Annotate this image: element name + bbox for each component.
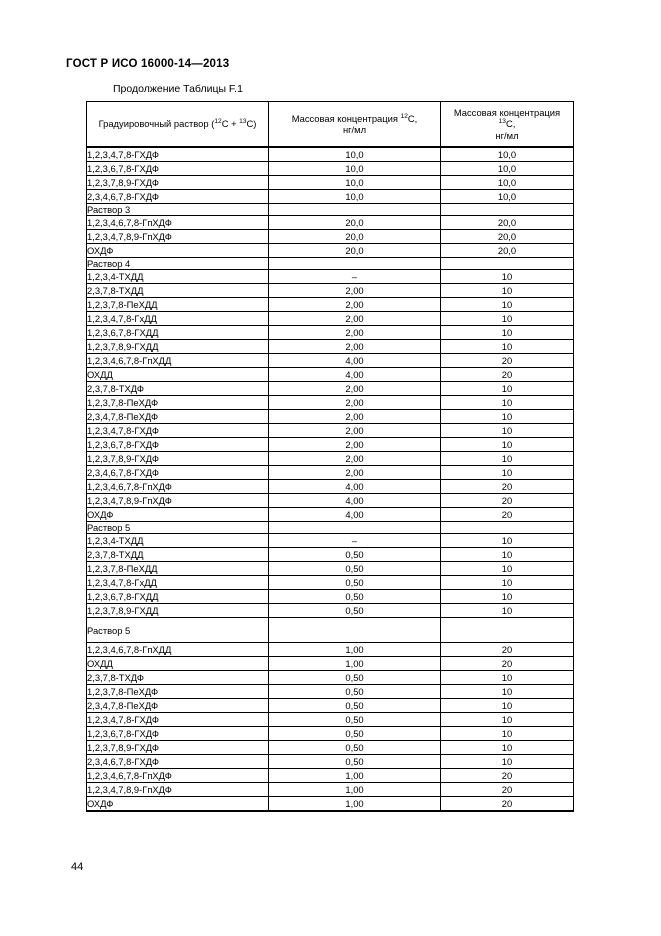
c13-concentration-value: 10 <box>441 604 574 618</box>
c13-concentration-value: 10 <box>441 410 574 424</box>
c12-concentration-value: 4,00 <box>269 480 441 494</box>
congener-name: 1,2,3,4,7,8,9-ГпХДФ <box>87 230 269 244</box>
table-row <box>87 466 574 480</box>
table-row <box>87 755 574 769</box>
table-row <box>87 216 574 230</box>
column-header-c13-text1: Массовая концентрация <box>453 107 561 119</box>
c13-concentration-value: 10 <box>441 671 574 685</box>
table-row <box>87 284 574 298</box>
c12-concentration-value: 0,50 <box>269 727 441 741</box>
c13-concentration-value: 10 <box>441 312 574 326</box>
congener-name: 2,3,7,8-ТХДД <box>87 548 269 562</box>
congener-name: 1,2,3,7,8-ПеХДД <box>87 562 269 576</box>
column-header-solution-text2: С + <box>221 118 240 130</box>
table-row <box>87 368 574 382</box>
c13-concentration-value: 10 <box>441 755 574 769</box>
table-row <box>87 424 574 438</box>
calibration-solutions-table <box>86 101 574 812</box>
c12-concentration-value: 4,00 <box>269 354 441 368</box>
table-header <box>87 102 574 148</box>
congener-name: 1,2,3,4,6,7,8-ГпХДФ <box>87 480 269 494</box>
c12-concentration-value: 10,0 <box>269 176 441 190</box>
column-header-solution-sup1: 12 <box>214 118 222 126</box>
c13-concentration-value: 10 <box>441 685 574 699</box>
table-row <box>87 562 574 576</box>
c12-concentration-value: 1,00 <box>269 783 441 797</box>
c13-concentration-value: 20 <box>441 769 574 783</box>
table-group-row <box>87 618 574 643</box>
c12-concentration-value: – <box>269 534 441 548</box>
c12-concentration-value: 1,00 <box>269 769 441 783</box>
c12-concentration-value <box>269 618 441 643</box>
c12-concentration-value: 20,0 <box>269 244 441 258</box>
c12-concentration-value: 20,0 <box>269 216 441 230</box>
table-row <box>87 604 574 618</box>
table-row <box>87 741 574 755</box>
table-row <box>87 657 574 671</box>
table-row <box>87 783 574 797</box>
column-header-c13-text2: С, <box>505 118 516 130</box>
c13-concentration-value <box>441 522 574 534</box>
c12-concentration-value: 2,00 <box>269 284 441 298</box>
table-row <box>87 312 574 326</box>
c12-concentration-value: 2,00 <box>269 438 441 452</box>
c13-concentration-value: 10 <box>441 396 574 410</box>
c13-concentration-value: 10 <box>441 534 574 548</box>
column-header-solution-text3: С) <box>246 118 257 130</box>
column-header-c12-units: нг/мл <box>342 124 367 135</box>
congener-name: 1,2,3,7,8,9-ГХДФ <box>87 452 269 466</box>
c13-concentration-value: 10 <box>441 699 574 713</box>
congener-name: 1,2,3,4,7,8-ГХДФ <box>87 424 269 438</box>
congener-name: ОХДФ <box>87 244 269 258</box>
table-row <box>87 298 574 312</box>
congener-name: ОХДД <box>87 657 269 671</box>
c12-concentration-value: 4,00 <box>269 494 441 508</box>
congener-name: 1,2,3,7,8,9-ГХДФ <box>87 741 269 755</box>
congener-name: 2,3,7,8-ТХДД <box>87 284 269 298</box>
c12-concentration-value: – <box>269 270 441 284</box>
congener-name: 1,2,3,4,7,8-ГхДД <box>87 576 269 590</box>
table-row <box>87 147 574 162</box>
table-row <box>87 727 574 741</box>
c12-concentration-value: 2,00 <box>269 424 441 438</box>
congener-name: 2,3,4,6,7,8-ГХДФ <box>87 190 269 204</box>
c13-concentration-value <box>441 618 574 643</box>
column-header-c13-sup: 13 <box>498 118 506 126</box>
congener-name: 1,2,3,6,7,8-ГХДФ <box>87 438 269 452</box>
c12-concentration-value: 2,00 <box>269 410 441 424</box>
c12-concentration-value: 4,00 <box>269 508 441 522</box>
congener-name: 2,3,4,6,7,8-ГХДФ <box>87 755 269 769</box>
table-row <box>87 176 574 190</box>
c13-concentration-value: 10 <box>441 713 574 727</box>
congener-name: 2,3,4,6,7,8-ГХДФ <box>87 466 269 480</box>
column-header-c12-sup: 12 <box>400 112 408 120</box>
c13-concentration-value: 10 <box>441 548 574 562</box>
c12-concentration-value: 2,00 <box>269 326 441 340</box>
c12-concentration-value: 4,00 <box>269 368 441 382</box>
c12-concentration-value: 0,50 <box>269 576 441 590</box>
c12-concentration-value: 2,00 <box>269 396 441 410</box>
c12-concentration-value: 0,50 <box>269 671 441 685</box>
congener-name: 1,2,3,4,7,8-ГХДФ <box>87 147 269 162</box>
c13-concentration-value <box>441 258 574 270</box>
table-row <box>87 590 574 604</box>
c12-concentration-value: 1,00 <box>269 797 441 812</box>
table-row <box>87 452 574 466</box>
congener-name: 1,2,3,7,8-ПеХДФ <box>87 396 269 410</box>
page-number: 44 <box>71 861 84 873</box>
congener-name: 1,2,3,4,7,8-ГХДФ <box>87 713 269 727</box>
congener-name: 2,3,4,7,8-ПеХДФ <box>87 410 269 424</box>
congener-name: 1,2,3,4,7,8,9-ГпХДФ <box>87 494 269 508</box>
table-row <box>87 340 574 354</box>
table-row <box>87 494 574 508</box>
column-header-c12-text1: Массовая концентрация <box>291 112 401 124</box>
congener-name: ОХДД <box>87 368 269 382</box>
table-row <box>87 713 574 727</box>
column-header-c12-concentration <box>269 102 441 148</box>
solution-group-label: Раствор 5 <box>87 522 269 534</box>
c13-concentration-value: 10 <box>441 576 574 590</box>
c12-concentration-value <box>269 204 441 216</box>
table-row <box>87 382 574 396</box>
congener-name: 1,2,3,6,7,8-ГХДД <box>87 326 269 340</box>
table-row <box>87 438 574 452</box>
c13-concentration-value: 10,0 <box>441 190 574 204</box>
congener-name: 1,2,3,4-ТХДД <box>87 534 269 548</box>
solution-group-label: Раствор 3 <box>87 204 269 216</box>
table-group-row <box>87 522 574 534</box>
c12-concentration-value: 20,0 <box>269 230 441 244</box>
congener-name: 1,2,3,4-ТХДД <box>87 270 269 284</box>
table-row <box>87 576 574 590</box>
c13-concentration-value: 10,0 <box>441 147 574 162</box>
c13-concentration-value: 10 <box>441 590 574 604</box>
table-row <box>87 270 574 284</box>
c13-concentration-value: 20 <box>441 783 574 797</box>
c13-concentration-value: 10 <box>441 382 574 396</box>
c13-concentration-value: 20 <box>441 797 574 812</box>
c12-concentration-value: 0,50 <box>269 590 441 604</box>
congener-name: 2,3,7,8-ТХДФ <box>87 382 269 396</box>
c12-concentration-value: 2,00 <box>269 312 441 326</box>
congener-name: 1,2,3,6,7,8-ГХДФ <box>87 162 269 176</box>
c12-concentration-value: 0,50 <box>269 562 441 576</box>
c12-concentration-value: 0,50 <box>269 685 441 699</box>
c13-concentration-value: 10 <box>441 326 574 340</box>
c12-concentration-value: 2,00 <box>269 452 441 466</box>
table-row <box>87 797 574 812</box>
column-header-c13-units: нг/мл <box>495 129 519 141</box>
c12-concentration-value: 0,50 <box>269 741 441 755</box>
c13-concentration-value: 20 <box>441 354 574 368</box>
table-row <box>87 162 574 176</box>
table-caption: Продолжение Таблицы F.1 <box>113 83 243 95</box>
c12-concentration-value: 10,0 <box>269 162 441 176</box>
solution-group-label: Раствор 4 <box>87 258 269 270</box>
table-header-row <box>87 102 574 148</box>
standard-number-header: ГОСТ Р ИСО 16000-14—2013 <box>66 58 230 70</box>
c12-concentration-value: 1,00 <box>269 657 441 671</box>
congener-name: 1,2,3,6,7,8-ГХДД <box>87 590 269 604</box>
c12-concentration-value <box>269 258 441 270</box>
c13-concentration-value: 10 <box>441 270 574 284</box>
c13-concentration-value: 10 <box>441 727 574 741</box>
c13-concentration-value: 20 <box>441 368 574 382</box>
table-row <box>87 396 574 410</box>
c13-concentration-value: 20 <box>441 508 574 522</box>
c12-concentration-value: 1,00 <box>269 643 441 657</box>
c13-concentration-value: 10 <box>441 466 574 480</box>
c12-concentration-value: 0,50 <box>269 755 441 769</box>
c13-concentration-value: 10 <box>441 562 574 576</box>
c13-concentration-value: 20 <box>441 657 574 671</box>
table-row <box>87 685 574 699</box>
c13-concentration-value: 20 <box>441 643 574 657</box>
table-row <box>87 480 574 494</box>
table-group-row <box>87 204 574 216</box>
c12-concentration-value: 2,00 <box>269 298 441 312</box>
congener-name: 1,2,3,4,7,8,9-ГпХДФ <box>87 783 269 797</box>
table-row <box>87 534 574 548</box>
column-header-c13-concentration <box>441 102 574 148</box>
table-row <box>87 769 574 783</box>
c13-concentration-value: 10,0 <box>441 162 574 176</box>
c13-concentration-value: 20 <box>441 494 574 508</box>
column-header-solution-sup2: 13 <box>239 118 247 126</box>
c12-concentration-value: 0,50 <box>269 713 441 727</box>
table-group-row <box>87 258 574 270</box>
table-row <box>87 410 574 424</box>
congener-name: 1,2,3,7,8,9-ГХДД <box>87 604 269 618</box>
column-header-solution <box>87 102 269 148</box>
c12-concentration-value: 2,00 <box>269 340 441 354</box>
table-row <box>87 326 574 340</box>
c13-concentration-value <box>441 204 574 216</box>
congener-name: 1,2,3,6,7,8-ГХДФ <box>87 727 269 741</box>
c13-concentration-value: 10 <box>441 298 574 312</box>
congener-name: 1,2,3,4,6,7,8-ГпХДФ <box>87 216 269 230</box>
c13-concentration-value: 20 <box>441 480 574 494</box>
c13-concentration-value: 10 <box>441 438 574 452</box>
congener-name: 1,2,3,7,8,9-ГХДФ <box>87 176 269 190</box>
table-row <box>87 244 574 258</box>
congener-name: 1,2,3,7,8-ПеХДФ <box>87 685 269 699</box>
congener-name: 1,2,3,7,8-ПеХДД <box>87 298 269 312</box>
c12-concentration-value: 10,0 <box>269 147 441 162</box>
solution-group-label: Раствор 5 <box>87 618 269 643</box>
table-row <box>87 671 574 685</box>
c13-concentration-value: 20,0 <box>441 244 574 258</box>
c12-concentration-value: 10,0 <box>269 190 441 204</box>
congener-name: 1,2,3,4,6,7,8-ГпХДФ <box>87 769 269 783</box>
c12-concentration-value: 2,00 <box>269 382 441 396</box>
congener-name: 1,2,3,7,8,9-ГХДД <box>87 340 269 354</box>
c13-concentration-value: 10 <box>441 284 574 298</box>
c12-concentration-value: 0,50 <box>269 699 441 713</box>
congener-name: 2,3,7,8-ТХДФ <box>87 671 269 685</box>
column-header-solution-text1: Градуировочный раствор ( <box>98 118 215 130</box>
table-row <box>87 643 574 657</box>
congener-name: 1,2,3,4,6,7,8-ГпХДД <box>87 643 269 657</box>
c13-concentration-value: 10,0 <box>441 176 574 190</box>
c13-concentration-value: 10 <box>441 741 574 755</box>
table-row <box>87 190 574 204</box>
c12-concentration-value <box>269 522 441 534</box>
table-row <box>87 548 574 562</box>
congener-name: ОХДФ <box>87 508 269 522</box>
c12-concentration-value: 2,00 <box>269 466 441 480</box>
c12-concentration-value: 0,50 <box>269 548 441 562</box>
table-row <box>87 354 574 368</box>
congener-name: 2,3,4,7,8-ПеХДФ <box>87 699 269 713</box>
c13-concentration-value: 20,0 <box>441 216 574 230</box>
congener-name: 1,2,3,4,6,7,8-ГпХДД <box>87 354 269 368</box>
c13-concentration-value: 10 <box>441 452 574 466</box>
c12-concentration-value: 0,50 <box>269 604 441 618</box>
table-row <box>87 508 574 522</box>
c13-concentration-value: 10 <box>441 340 574 354</box>
table-body <box>87 147 574 811</box>
c13-concentration-value: 20,0 <box>441 230 574 244</box>
table-row <box>87 230 574 244</box>
c13-concentration-value: 10 <box>441 424 574 438</box>
congener-name: 1,2,3,4,7,8-ГхДД <box>87 312 269 326</box>
table-row <box>87 699 574 713</box>
column-header-c12-text2: С, <box>407 112 418 124</box>
congener-name: ОХДФ <box>87 797 269 812</box>
